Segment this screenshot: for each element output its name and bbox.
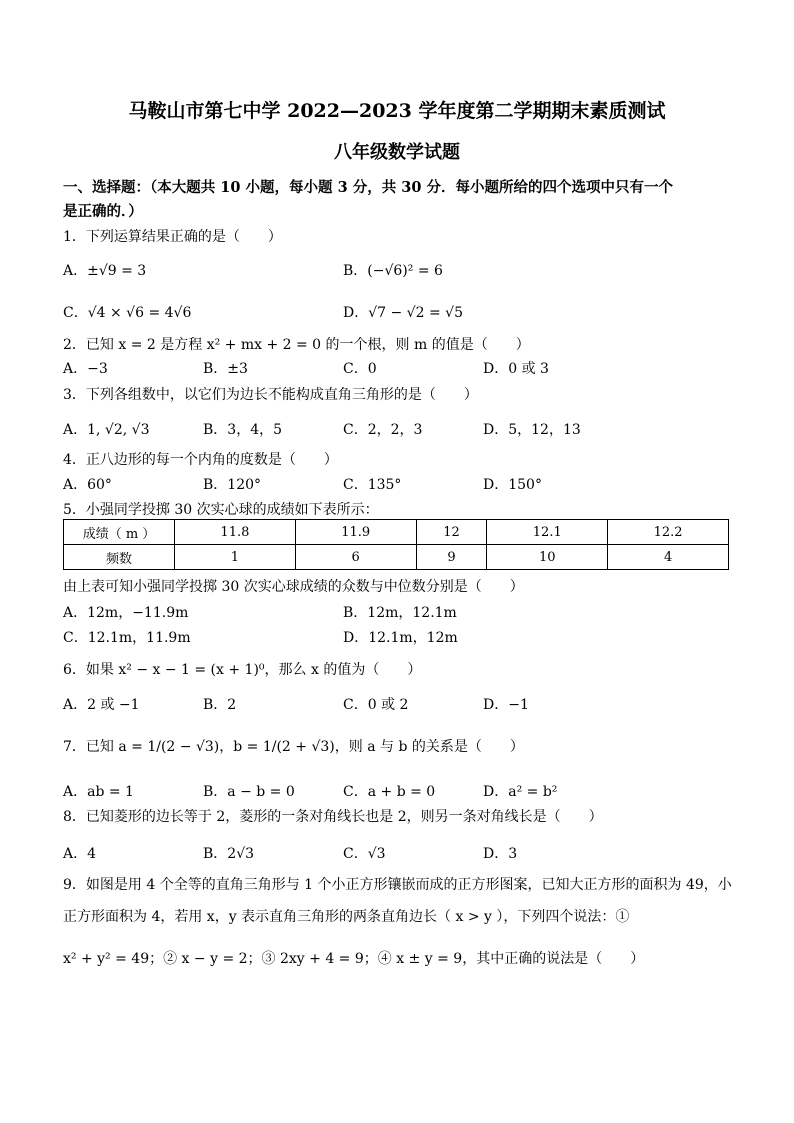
question-6-option-a: A．2 或 −1 — [63, 697, 140, 713]
table-cell: 10 — [487, 545, 608, 570]
question-2-stem: 2．已知 x = 2 是方程 x² + mx + 2 = 0 的一个根，则 m 的值是（ ） — [63, 337, 530, 353]
question-6-option-c: C．0 或 2 — [343, 697, 409, 713]
question-5-option-b: B．12m，12.1m — [343, 605, 457, 621]
table-cell: 11.8 — [175, 520, 296, 545]
table-cell: 12.2 — [608, 520, 729, 545]
table-row — [64, 545, 729, 570]
question-9-line1: 9．如图是用 4 个全等的直角三角形与 1 个小正方形镶嵌而成的正方形图案，已知大正方形的面积为 49，小 — [63, 877, 732, 893]
question-1-option-b: B．(−√6)² = 6 — [343, 263, 443, 279]
question-1-option-d: D．√7 − √2 = √5 — [343, 305, 463, 321]
question-6-stem: 6．如果 x² − x − 1 = (x + 1)⁰，那么 x 的值为（ ） — [63, 662, 422, 678]
section-heading-line2: 是正确的．） — [63, 203, 143, 220]
question-8-option-a: A．4 — [63, 846, 97, 862]
question-8-stem: 8．已知菱形的边长等于 2，菱形的一条对角线长也是 2，则另一条对角线长是（ ） — [63, 809, 603, 825]
question-2-option-d: D．0 或 3 — [483, 361, 549, 377]
table-cell: 频数 — [64, 545, 175, 570]
question-3-option-b: B．3，4，5 — [203, 422, 283, 438]
table-cell: 6 — [295, 545, 416, 570]
question-6-option-b: B．2 — [203, 697, 237, 713]
question-1-option-a: A．±√9 = 3 — [63, 263, 147, 279]
question-7-option-c: C．a + b = 0 — [343, 784, 436, 800]
question-4-option-d: D．150° — [483, 477, 542, 493]
question-2-option-a: A．−3 — [63, 361, 108, 377]
table-cell: 成绩（ m ） — [64, 520, 175, 545]
question-8-option-c: C．√3 — [343, 846, 386, 862]
table-row — [64, 520, 729, 545]
question-5-option-c: C．12.1m，11.9m — [63, 630, 191, 646]
exam-subtitle: 八年级数学试题 — [334, 142, 460, 163]
score-table — [63, 519, 729, 570]
table-cell: 4 — [608, 545, 729, 570]
question-9-line2: 正方形面积为 4，若用 x，y 表示直角三角形的两条直角边长（ x > y ），下列四个说法：① — [63, 909, 630, 925]
question-7-option-b: B．a − b = 0 — [203, 784, 295, 800]
question-7-option-a: A．ab = 1 — [63, 784, 134, 800]
section-heading-line1: 一、选择题：（本大题共 10 小题，每小题 3 分，共 30 分．每小题所给的四个选项中只有一个 — [63, 179, 673, 196]
question-7-stem: 7．已知 a = 1/(2 − √3)，b = 1/(2 + √3)，则 a 与 b 的关系是（ ） — [63, 739, 524, 755]
question-3-option-a: A．1, √2, √3 — [63, 422, 150, 438]
question-5-option-a: A．12m，−11.9m — [63, 605, 189, 621]
question-7-option-d: D．a² = b² — [483, 784, 558, 800]
question-3-stem: 3．下列各组数中，以它们为边长不能构成直角三角形的是（ ） — [63, 387, 478, 403]
question-1-option-c: C．√4 × √6 = 4√6 — [63, 305, 192, 321]
table-cell: 11.9 — [295, 520, 416, 545]
question-5-after: 由上表可知小强同学投掷 30 次实心球成绩的众数与中位数分别是（ ） — [63, 579, 524, 595]
table-cell: 12.1 — [487, 520, 608, 545]
question-3-option-d: D．5，12，13 — [483, 422, 581, 438]
question-6-option-d: D．−1 — [483, 697, 529, 713]
question-2-option-c: C．0 — [343, 361, 377, 377]
question-8-option-b: B．2√3 — [203, 846, 255, 862]
question-2-option-b: B．±3 — [203, 361, 248, 377]
table-cell: 9 — [416, 545, 487, 570]
question-1-stem: 1．下列运算结果正确的是（ ） — [63, 229, 282, 245]
question-8-option-d: D．3 — [483, 846, 518, 862]
question-3-option-c: C．2，2，3 — [343, 422, 423, 438]
exam-title: 马鞍山市第七中学 2022—2023 学年度第二学期期末素质测试 — [128, 100, 666, 122]
question-4-stem: 4．正八边形的每一个内角的度数是（ ） — [63, 452, 338, 468]
question-5-stem: 5．小强同学投掷 30 次实心球的成绩如下表所示： — [63, 502, 379, 518]
table-cell: 12 — [416, 520, 487, 545]
question-4-option-b: B．120° — [203, 477, 262, 493]
question-5-option-d: D．12.1m，12m — [343, 630, 458, 646]
question-4-option-c: C．135° — [343, 477, 402, 493]
question-4-option-a: A．60° — [63, 477, 112, 493]
table-cell: 1 — [175, 545, 296, 570]
question-9-line3: x² + y² = 49；② x − y = 2；③ 2xy + 4 = 9；④ x ± y = 9，其中正确的说法是（ ） — [63, 951, 645, 967]
